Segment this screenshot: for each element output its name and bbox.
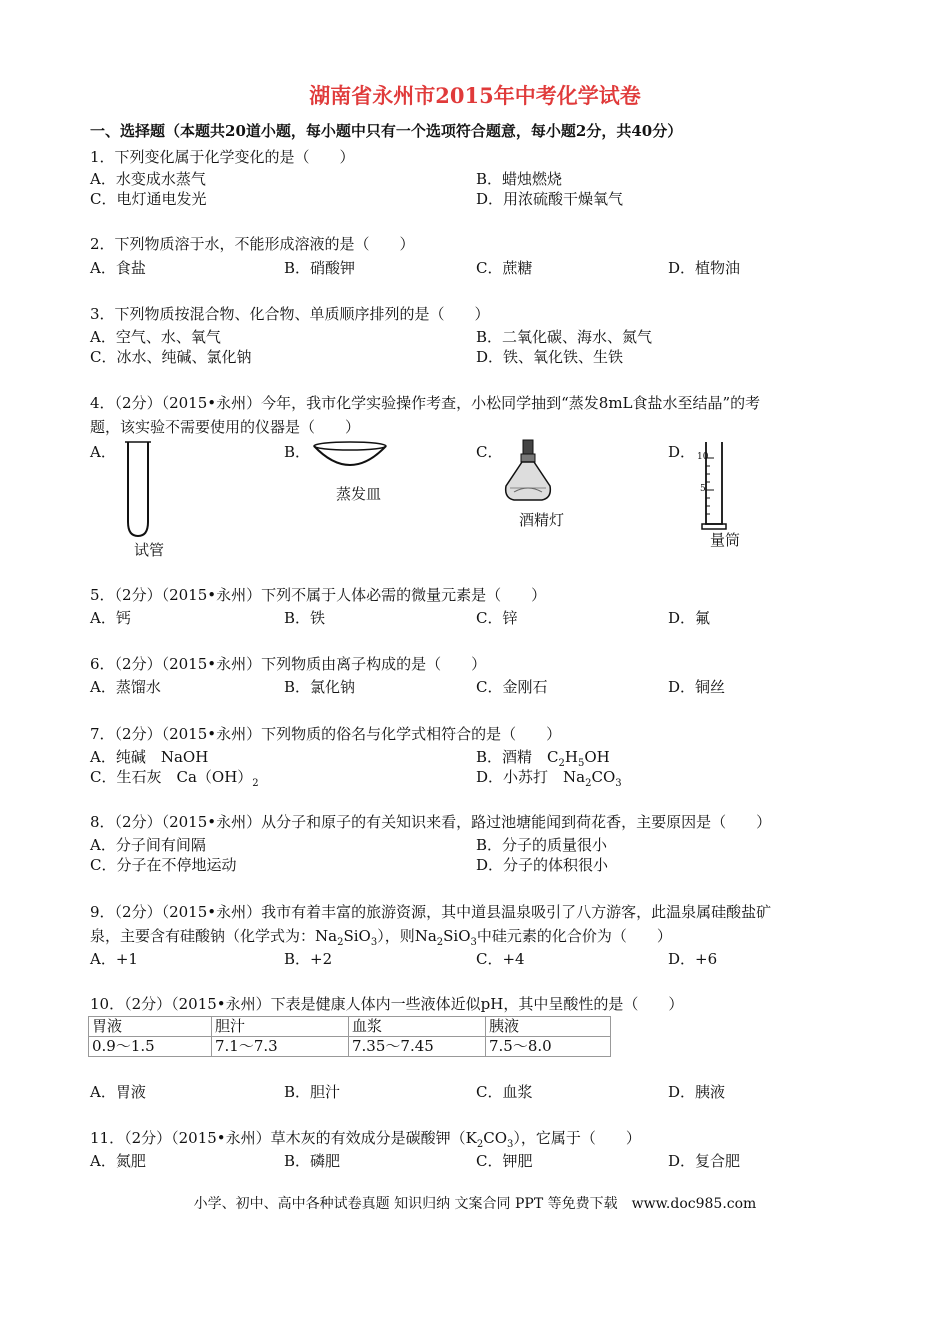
- evaporating-dish-icon: [310, 440, 390, 480]
- test-tube-icon: [118, 440, 158, 540]
- q6-option-c: C．金刚石: [476, 678, 548, 696]
- q10-option-b: B．胆汁: [284, 1083, 341, 1101]
- q8-option-c: C．分子在不停地运动: [90, 856, 237, 874]
- q2-option-b: B．硝酸钾: [284, 259, 356, 277]
- q2-option-a: A．食盐: [90, 259, 146, 277]
- question-8: 8．（2分）（2015•永州）从分子和原子的有关知识来看，路过池塘能闻到荷花香，主要原因是（ ）: [90, 813, 772, 831]
- ph-table: [88, 1016, 611, 1057]
- table-cell: 胰液: [486, 1017, 611, 1037]
- q1-option-b: B．蜡烛燃烧: [476, 170, 563, 188]
- q1-option-c: C．电灯通电发光: [90, 190, 207, 208]
- question-9-line-2: 泉，主要含有硅酸钠（化学式为：$Na_2SiO_3$），则$Na_2SiO_3$中硅元素的化合价为（ ）: [90, 927, 672, 948]
- question-3: 3．下列物质按混合物、化合物、单质顺序排列的是（ ）: [90, 305, 490, 323]
- alcohol-lamp-caption: 酒精灯: [519, 511, 565, 529]
- question-10: 10．（2分）（2015•永州）下表是健康人体内一些液体近似pH，其中呈酸性的是（ ）: [90, 995, 684, 1013]
- table-cell: 0.9～1.5: [89, 1037, 212, 1057]
- q1-option-a: A．水变成水蒸气: [90, 170, 206, 188]
- graduated-cylinder-caption: 量筒: [710, 531, 741, 549]
- cylinder-tick-10: 10: [697, 452, 709, 462]
- question-5: 5．（2分）（2015•永州）下列不属于人体必需的微量元素是（ ）: [90, 586, 547, 604]
- q6-option-a: A．蒸馏水: [90, 678, 161, 696]
- question-6: 6．（2分）（2015•永州）下列物质由离子构成的是（ ）: [90, 655, 487, 673]
- q6-option-d: D．铜丝: [668, 678, 726, 696]
- q8-option-a: A．分子间有间隔: [90, 836, 206, 854]
- q11-option-c: C．钾肥: [476, 1152, 533, 1170]
- section-heading: 一、选择题（本题共20道小题，每小题中只有一个选项符合题意，每小题2分，共40分）: [90, 122, 683, 140]
- q7-option-a: A．纯碱 NaOH: [90, 748, 209, 766]
- q8-option-d: D．分子的体积很小: [476, 856, 609, 874]
- q4-option-c: C．: [476, 443, 503, 461]
- q7-option-b: B．酒精 $C_2H_5OH$: [476, 748, 610, 769]
- q10-option-c: C．血浆: [476, 1083, 533, 1101]
- q4-option-b: B．: [284, 443, 311, 461]
- question-4-line-1: 4．（2分）（2015•永州）今年，我市化学实验操作考查，小松同学抽到“蒸发8mL食盐水至结晶”的考: [90, 394, 761, 412]
- q8-option-b: B．分子的质量很小: [476, 836, 608, 854]
- footer-text: 小学、初中、高中各种试卷真题 知识归纳 文案合同 PPT 等免费下载 www.doc985.com: [193, 1196, 757, 1212]
- question-2: 2．下列物质溶于水，不能形成溶液的是（ ）: [90, 235, 415, 253]
- question-7: 7．（2分）（2015•永州）下列物质的俗名与化学式相符合的是（ ）: [90, 725, 562, 743]
- q9-option-c: C．+4: [476, 950, 525, 968]
- q3-option-b: B．二氧化碳、海水、氮气: [476, 328, 653, 346]
- test-tube-caption: 试管: [134, 541, 165, 559]
- alcohol-lamp-icon: [500, 438, 556, 504]
- table-cell: 7.5～8.0: [486, 1037, 611, 1057]
- evaporating-dish-caption: 蒸发皿: [336, 485, 382, 503]
- q5-option-c: C．锌: [476, 609, 518, 627]
- question-1: 1．下列变化属于化学变化的是（ ）: [90, 148, 355, 166]
- table-row: [89, 1037, 611, 1057]
- table-cell: 胃液: [89, 1017, 212, 1037]
- table-cell: 血浆: [349, 1017, 486, 1037]
- q11-option-d: D．复合肥: [668, 1152, 741, 1170]
- table-row: [89, 1017, 611, 1037]
- table-cell: 7.1～7.3: [212, 1037, 349, 1057]
- table-cell: 胆汁: [212, 1017, 349, 1037]
- q2-option-c: C．蔗糖: [476, 259, 533, 277]
- q4-option-a: A．: [90, 443, 116, 461]
- question-11: 11．（2分）（2015•永州）草木灰的有效成分是碳酸钾$(K_2CO_3)$，它属于（ ）: [90, 1129, 641, 1150]
- q11-option-a: A．氮肥: [90, 1152, 146, 1170]
- q2-option-d: D．植物油: [668, 259, 741, 277]
- page-title: 湖南省永州市2015年中考化学试卷: [309, 83, 641, 108]
- q7-option-d: D．小苏打 $Na_2CO_3$: [476, 768, 622, 789]
- q9-option-a: A．+1: [90, 950, 138, 968]
- q7-option-c: C．生石灰 $Ca(OH)_2$: [90, 768, 259, 789]
- q4-option-d: D．: [668, 443, 696, 461]
- question-4-line-2: 题，该实验不需要使用的仪器是（ ）: [90, 418, 361, 436]
- q6-option-b: B．氯化钠: [284, 678, 356, 696]
- q3-option-c: C．冰水、纯碱、氯化钠: [90, 348, 252, 366]
- q5-option-d: D．氟: [668, 609, 711, 627]
- cylinder-tick-5: 5: [700, 484, 706, 494]
- q9-option-b: B．+2: [284, 950, 333, 968]
- question-9-line-1: 9．（2分）（2015•永州）我市有着丰富的旅游资源，其中道县温泉吸引了八方游客，此温泉属硅酸盐矿: [90, 903, 772, 921]
- q10-option-d: D．胰液: [668, 1083, 726, 1101]
- q3-option-a: A．空气、水、氧气: [90, 328, 221, 346]
- q5-option-b: B．铁: [284, 609, 326, 627]
- q3-option-d: D．铁、氧化铁、生铁: [476, 348, 624, 366]
- q5-option-a: A．钙: [90, 609, 131, 627]
- q1-option-d: D．用浓硫酸干燥氧气: [476, 190, 624, 208]
- q11-option-b: B．磷肥: [284, 1152, 341, 1170]
- table-cell: 7.35～7.45: [349, 1037, 486, 1057]
- q9-option-d: D．+6: [668, 950, 718, 968]
- q10-option-a: A．胃液: [90, 1083, 146, 1101]
